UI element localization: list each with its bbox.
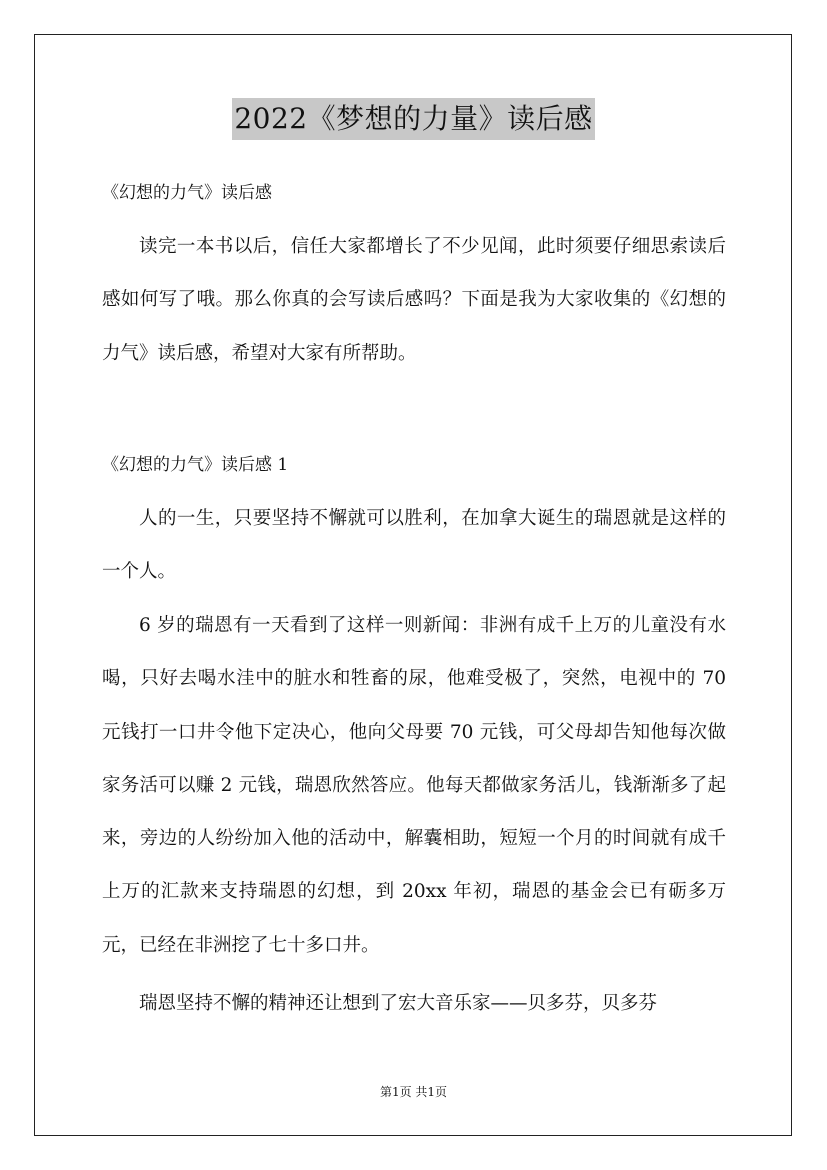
page-footer: 第1页 共1页 [379, 1085, 448, 1099]
body-paragraph: 瑞恩坚持不懈的精神还让想到了宏大音乐家——贝多芬，贝多芬 [139, 993, 658, 1014]
body-paragraph: 6 岁的瑞恩有一天看到了这样一则新闻：非洲有成千上万的儿童没有水喝，只好去喝水洼中的脏水和牲畜的尿，他难受极了，突然，电视中的 70 元钱打一口井令他下定决心，他向父母要 70 元钱，可父母却告知他每次做家务活可以赚 2 元钱，瑞恩欣然答应。他每天都做家务活儿，钱渐渐多了起来，旁边的人纷纷加入他的活动中，解囊相助，短短一个月的时间就有成千上万的汇款来支持瑞恩的幻想，到 20xx 年初，瑞恩的基金会已有砺多万元，已经在非洲挖了七十多口井。 [102, 615, 726, 956]
intro-paragraph: 读完一本书以后，信任大家都增长了不少见闻，此时须要仔细思索读后感如何写了哦。那么你真的会写读后感吗？下面是我为大家收集的《幻想的力气》读后感，希望对大家有所帮助。 [102, 236, 726, 364]
section-heading: 《幻想的力气》读后感 [102, 183, 272, 203]
body-paragraph: 人的一生，只要坚持不懈就可以胜利，在加拿大诞生的瑞恩就是这样的一个人。 [102, 508, 726, 583]
document-title: 2022《梦想的力量》读后感 [232, 98, 594, 140]
section-heading-1: 《幻想的力气》读后感 1 [102, 455, 289, 475]
title-container [0, 98, 827, 140]
